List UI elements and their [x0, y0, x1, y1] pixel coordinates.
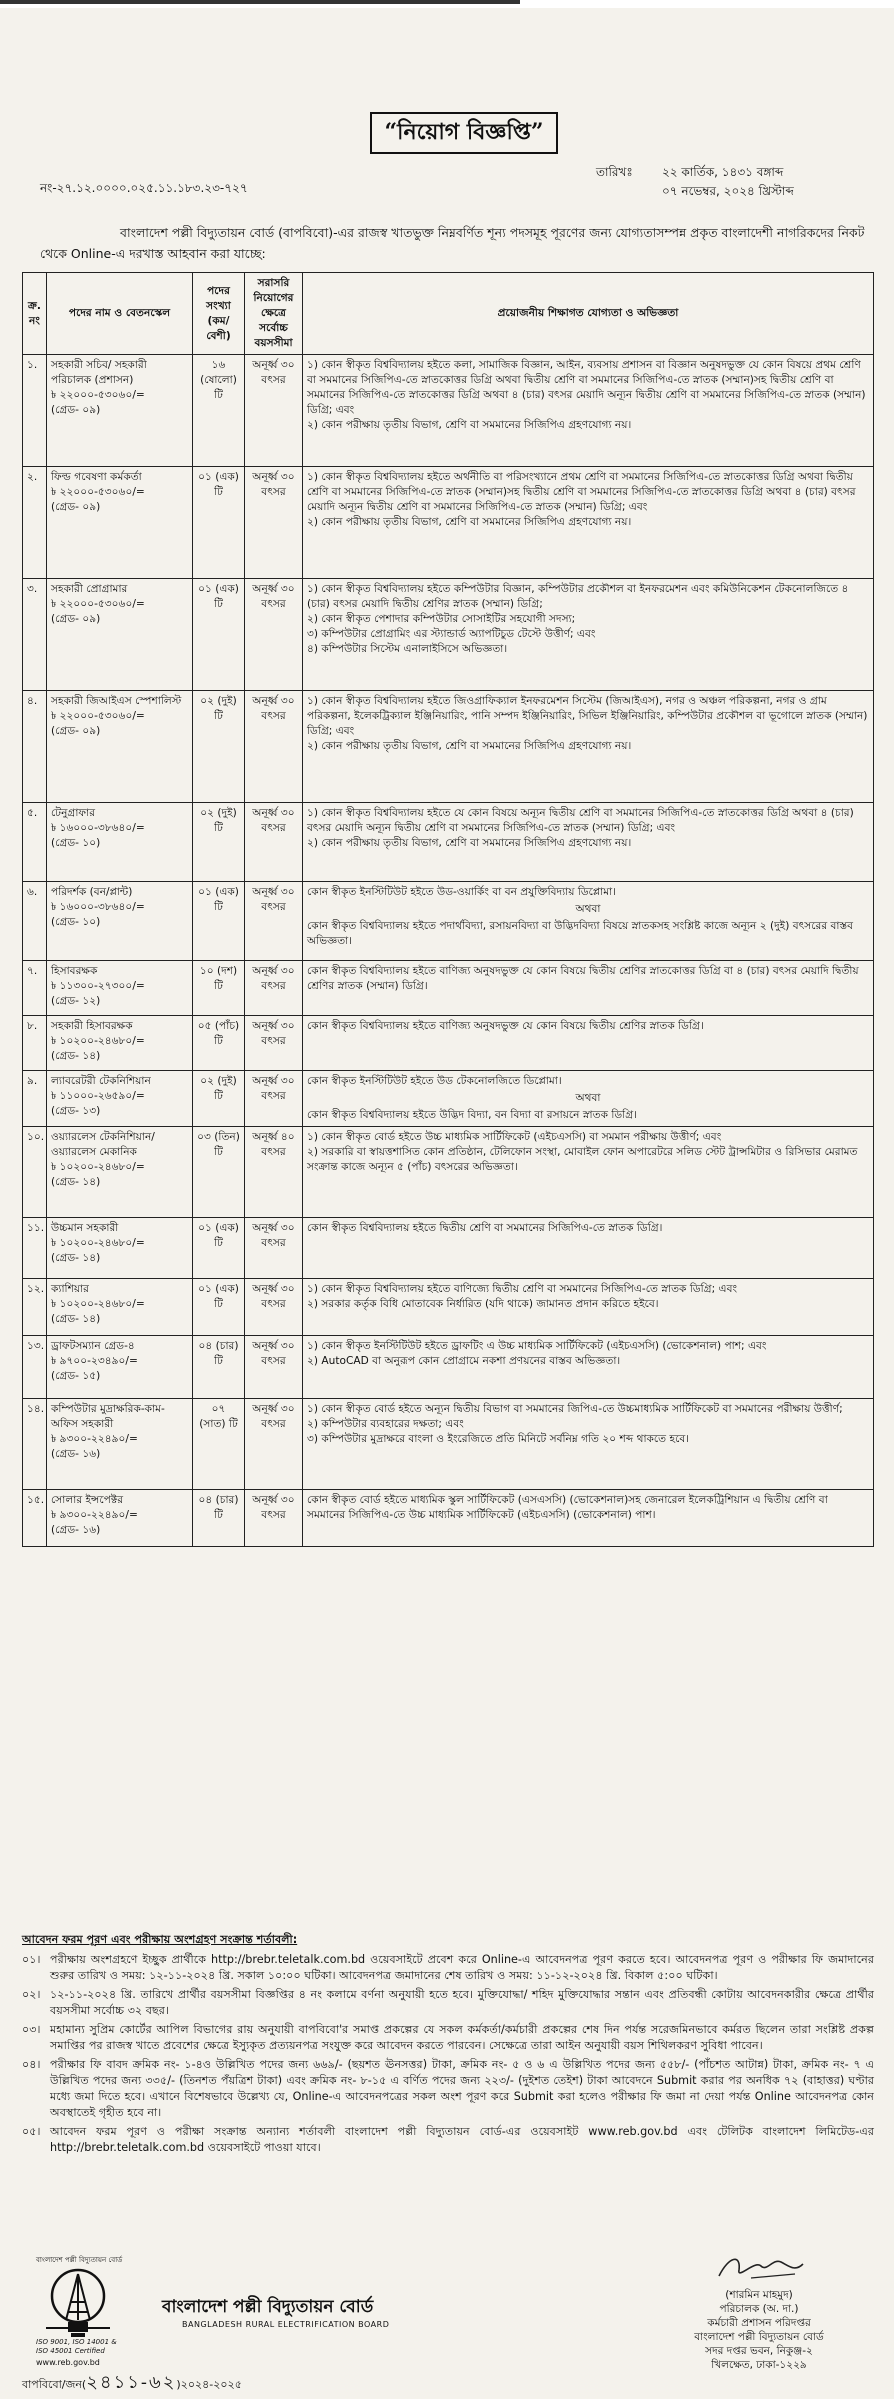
post-scale: ৳ ১০২০০-২৪৬৮০/= [51, 1237, 145, 1249]
post-scale: ৳ ১০২০০-২৪৬৮০/= [51, 1161, 145, 1173]
post-name: উচ্চমান সহকারী [51, 1222, 119, 1234]
table-row [23, 1490, 874, 1547]
qualification-line: ৪) কম্পিউটার সিস্টেম এনালাইসিসে অভিজ্ঞতা। [307, 643, 508, 655]
post-scale: ৳ ২২০০০-৫৩০৬০/= [51, 598, 145, 610]
condition-number: ০৩। [22, 2023, 41, 2036]
cell-post-name [47, 1490, 193, 1547]
post-grade: (গ্রেড- ০৯) [51, 613, 101, 625]
date-label: তারিখঃ [596, 165, 633, 179]
cell-count: ০১ (এক) টি [193, 467, 245, 579]
qualification-line: কোন স্বীকৃত বিশ্ববিদ্যালয় হইতে পদার্থবিদ্যা, রসায়নবিদ্যা বা উদ্ভিদবিদ্যা বিষয়ে স্নাতকসহ সংশ্লিষ্ট কাজে অন্যূন ২ (দুই) বৎসরের বাস্তব অভিজ্ঞতা। [307, 920, 854, 947]
post-grade: (গ্রেড- ১০) [51, 837, 101, 849]
table-row [23, 579, 874, 691]
cell-qualification [303, 803, 874, 882]
condition-text: ১২-১১-২০২৪ খ্রি. তারিখে প্রার্থীর বয়সসীমা বিজ্ঞপ্তির ৪ নং কলামে বর্ণনা অনুযায়ী হতে হবে। মুক্তিযোদ্ধা/ শহিদ মুক্তিযোদ্ধার সন্তান এবং প্রতিবন্ধী কোটায় আবেদনকারীর ক্ষেত্রে প্রার্থীর বয়সসীমা সর্বোচ্চ ৩২ বছর। [50, 1988, 874, 2017]
condition-item [22, 1987, 874, 2019]
cell-age-limit: অনূর্ধ্ব ৩০ বৎসর [245, 467, 303, 579]
cell-post-name [47, 803, 193, 882]
cell-serial: ১৪. [23, 1399, 47, 1490]
table-row [23, 1336, 874, 1399]
cell-post-name [47, 1127, 193, 1218]
conditions-section [22, 1932, 874, 2159]
table-row [23, 467, 874, 579]
cell-post-name [47, 1218, 193, 1279]
condition-number: ০৫। [22, 2125, 41, 2138]
qualification-line: ২) কোন পরীক্ষায় তৃতীয় বিভাগ, শ্রেণি বা সমমানের সিজিপিএ গ্রহণযোগ্য নয়। [307, 516, 632, 528]
cell-age-limit: অনূর্ধ্ব ৩০ বৎসর [245, 579, 303, 691]
table-row [23, 1218, 874, 1279]
post-grade: (গ্রেড- ১৪) [51, 1050, 101, 1062]
cell-qualification [303, 355, 874, 467]
cell-post-name [47, 355, 193, 467]
post-grade: (গ্রেড- ০৯) [51, 501, 101, 513]
website-text: www.reb.gov.bd [36, 2358, 100, 2367]
condition-item [22, 1952, 874, 1984]
table-row [23, 1016, 874, 1071]
condition-item [22, 2057, 874, 2121]
cell-post-name [47, 579, 193, 691]
post-scale: ৳ ৯৩০০-২২৪৯০/= [51, 1433, 138, 1445]
post-name: ড্রাফটসম্যান গ্রেড-৪ [51, 1340, 135, 1352]
cell-serial: ১২. [23, 1279, 47, 1336]
cell-age-limit: অনূর্ধ্ব ৪০ বৎসর [245, 1127, 303, 1218]
cell-post-name [47, 1399, 193, 1490]
cell-qualification [303, 1279, 874, 1336]
cell-count: ০৩ (তিন) টি [193, 1127, 245, 1218]
organization-name-bangla: বাংলাদেশ পল্লী বিদ্যুতায়ন বোর্ড [162, 2297, 374, 2317]
cell-post-name [47, 961, 193, 1016]
notice-title: “নিয়োগ বিজ্ঞপ্তি” [370, 112, 558, 154]
table-row [23, 961, 874, 1016]
post-grade: (গ্রেড- ১৪) [51, 1252, 101, 1264]
cell-serial: ১৩. [23, 1336, 47, 1399]
ref-suffix: )২০২৪-২০২৫ [176, 2378, 242, 2391]
qualification-line: ২) AutoCAD বা অনুরূপ কোন প্রোগ্রামে নকশা প্রণয়নের বাস্তব অভিজ্ঞতা। [307, 1355, 621, 1367]
qualification-line: ২) কোন স্বীকৃত পেশাদার কম্পিউটার সোসাইটির সহযোগী সদস্য; [307, 613, 576, 625]
post-scale: ৳ ২২০০০-৫৩০৬০/= [51, 710, 145, 722]
post-name: ফিল্ড গবেষণা কর্মকর্তা [51, 471, 142, 483]
post-scale: ৳ ১১০০০-২৬৫৯০/= [51, 1090, 145, 1102]
cell-serial: ৬. [23, 882, 47, 961]
cell-count: ০৭ (সাত) টি [193, 1399, 245, 1490]
memo-number: নং-২৭.১২.০০০০.০২৫.১১.১৮৩.২৩-৭২৭ [40, 181, 248, 195]
qualification-line: ৩) কম্পিউটার মুদ্রাক্ষরে বাংলা ও ইংরেজিতে প্রতি মিনিটে সর্বনিম্ন গতি ২০ শব্দ থাকতে হবে। [307, 1433, 690, 1445]
post-scale: ৳ ১৬০০০-৩৮৬৪০/= [51, 822, 145, 834]
condition-number: ০১। [22, 1953, 41, 1966]
condition-text: আবেদন ফরম পূরণ ও পরীক্ষা সংক্রান্ত অন্যান্য শর্তাবলী বাংলাদেশ পল্লী বিদ্যুতায়ন বোর্ড-এর ওয়েবসাইট www.reb.gov.bd এবং টেলিটক বাংলাদেশ লিমিটেড-এর http://brebr.teletalk.com.bd ওয়েবসাইটে পাওয়া যাবে। [50, 2125, 874, 2154]
post-name: ক্যাশিয়ার [51, 1283, 89, 1295]
cell-age-limit: অনূর্ধ্ব ৩০ বৎসর [245, 803, 303, 882]
cell-age-limit: অনূর্ধ্ব ৩০ বৎসর [245, 1490, 303, 1547]
cell-count: ০২ (দুই) টি [193, 803, 245, 882]
conditions-heading: আবেদন ফরম পূরণ এবং পরীক্ষায় অংশগ্রহণ সংক্রান্ত শর্তাবলী: [22, 1933, 298, 1946]
post-grade: (গ্রেড- ১৪) [51, 1176, 101, 1188]
iso-line: ISO 9001, ISO 14001 & [36, 2338, 117, 2346]
cell-serial: ৫. [23, 803, 47, 882]
post-name: হিসাবরক্ষক [51, 965, 98, 977]
cell-post-name [47, 467, 193, 579]
post-scale: ৳ ৯৭০০-২৩৪৯০/= [51, 1355, 138, 1367]
date-english: ০৭ নভেম্বর, ২০২৪ খ্রিস্টাব্দ [662, 184, 794, 198]
post-grade: (গ্রেড- ১৩) [51, 1105, 101, 1117]
cell-serial: ৮. [23, 1016, 47, 1071]
cell-qualification [303, 579, 874, 691]
cell-count: ০৪ (চার) টি [193, 1490, 245, 1547]
post-name: সহকারী প্রোগ্রামার [51, 583, 128, 595]
table-row [23, 355, 874, 467]
post-scale: ৳ ২২০০০-৫৩০৬০/= [51, 389, 145, 401]
cell-serial: ১০. [23, 1127, 47, 1218]
cell-age-limit: অনূর্ধ্ব ৩০ বৎসর [245, 355, 303, 467]
qualification-line: কোন স্বীকৃত বিশ্ববিদ্যালয় হইতে বাণিজ্য অনুষদভুক্ত যে কোন বিষয়ে দ্বিতীয় শ্রেণির স্নাতক ডিগ্রি। [307, 1020, 704, 1032]
qualification-line: ২) কম্পিউটার ব্যবহারের দক্ষতা; এবং [307, 1418, 464, 1430]
header-age-limit: সরাসরি নিয়োগের ক্ষেত্রে সর্বোচ্চ বয়সসীমা [245, 273, 303, 355]
cell-age-limit: অনূর্ধ্ব ৩০ বৎসর [245, 691, 303, 803]
cell-age-limit: অনূর্ধ্ব ৩০ বৎসর [245, 882, 303, 961]
table-row [23, 803, 874, 882]
table-row [23, 691, 874, 803]
signer-organization: বাংলাদেশ পল্লী বিদ্যুতায়ন বোর্ড [694, 2331, 824, 2343]
condition-number: ০২। [22, 1988, 41, 2001]
qualification-line: ২) সরকারি বা স্বায়ত্তশাসিত কোন প্রতিষ্ঠান, টেলিফোন সংস্থা, মোবাইল ফোন অপারেটরে সলিড স্টেট ট্রান্সমিটার ও রিসিভার মেরামত সংক্রান্ত কাজে অন্যূন ৫ (পাঁচ) বৎসরের অভিজ্ঞতা। [307, 1146, 858, 1173]
cell-qualification [303, 1016, 874, 1071]
signature-image [699, 2250, 819, 2284]
post-scale: ৳ ১১৩০০-২৭৩০০/= [51, 980, 145, 992]
qualification-line: ২) সরকার কর্তৃক বিধি মোতাবেক নির্ধারিত (যদি থাকে) জামানত প্রদান করিতে হইবে। [307, 1298, 659, 1310]
post-name: সহকারী সচিব/ সহকারী পরিচালক (প্রশাসন) [51, 359, 147, 386]
cell-qualification [303, 1336, 874, 1399]
qualification-line: ৩) কম্পিউটার প্রোগ্রামিং এর স্ট্যান্ডার্ড অ্যাপটিচুড টেস্টে উত্তীর্ণ; এবং [307, 628, 596, 640]
cell-serial: ৭. [23, 961, 47, 1016]
table-row [23, 1127, 874, 1218]
cell-post-name [47, 1071, 193, 1127]
cell-count: ১০ (দশ) টি [193, 961, 245, 1016]
qualification-line: কোন স্বীকৃত ইনস্টিটিউট হইতে উড টেকনোলজিতে ডিপ্লোমা। [307, 1075, 562, 1087]
qualification-line: ১) কোন স্বীকৃত বোর্ড হইতে অন্যূন দ্বিতীয় বিভাগ বা সমমানের জিপিএ-তে উচ্চমাধ্যমিক সার্টিফিকেট বা সমমানের পরীক্ষায় উত্তীর্ণ; [307, 1403, 843, 1415]
cell-serial: ২. [23, 467, 47, 579]
cell-qualification [303, 1399, 874, 1490]
table-row [23, 1071, 874, 1127]
qualification-line: ২) কোন পরীক্ষায় তৃতীয় বিভাগ, শ্রেণি বা সমমানের সিজিপিএ গ্রহণযোগ্য নয়। [307, 419, 632, 431]
iso-certification [36, 2338, 117, 2356]
condition-number: ০৪। [22, 2058, 41, 2071]
post-grade: (গ্রেড- ১৬) [51, 1524, 101, 1536]
cell-qualification [303, 1218, 874, 1279]
post-grade: (গ্রেড- ১৪) [51, 1313, 101, 1325]
signer-department: কর্মচারী প্রশাসন পরিদপ্তর [707, 2317, 811, 2329]
qualification-line: অথবা [575, 1092, 601, 1104]
table-row [23, 1399, 874, 1490]
logo-caption: বাংলাদেশ পল্লী বিদ্যুতায়ন বোর্ড [36, 2256, 123, 2264]
cell-qualification [303, 1071, 874, 1127]
cell-count: ০৫ (পাঁচ) টি [193, 1016, 245, 1071]
qualification-line: ২) কোন পরীক্ষায় তৃতীয় বিভাগ, শ্রেণি বা সমমানের সিজিপিএ গ্রহণযোগ্য নয়। [307, 837, 632, 849]
ref-number: ২৪১১-৬২ [86, 2372, 177, 2393]
cell-serial: ৩. [23, 579, 47, 691]
post-scale: ৳ ১০২০০-২৪৬৮০/= [51, 1298, 145, 1310]
qualification-line: ১) কোন স্বীকৃত বিশ্ববিদ্যালয় হইতে জিওগ্রাফিক্যাল ইনফরমেশন সিস্টেম (জিআইএস), নগর ও অঞ্চল পরিকল্পনা, নগর ও গ্রাম পরিকল্পনা, ইলেকট্রিক্যাল ইঞ্জিনিয়ারিং, পানি সম্পদ ইঞ্জিনিয়ারিং, সিভিল ইঞ্জিনিয়ারিং, কম্পিউটার প্রকৌশল বা ভূগোলে স্নাতক (সম্মান) ডিগ্রি; এবং [307, 695, 868, 737]
post-grade: (গ্রেড- ০৯) [51, 725, 101, 737]
signer-office: সদর দপ্তর ভবন, নিকুঞ্জ-২ [705, 2345, 813, 2357]
cell-count: ১৬ (ষোলো) টি [193, 355, 245, 467]
cell-post-name [47, 1336, 193, 1399]
post-scale: ৳ ৯৩০০-২২৪৯০/= [51, 1509, 138, 1521]
ref-prefix: বাপবিবো/জন( [22, 2378, 87, 2391]
table-header-row [23, 273, 874, 355]
table-row [23, 882, 874, 961]
post-scale: ৳ ১৬০০০-৩৮৬৪০/= [51, 901, 145, 913]
organization-name-english: BANGLADESH RURAL ELECTRIFICATION BOARD [182, 2320, 390, 2329]
cell-post-name [47, 882, 193, 961]
cell-post-name [47, 1016, 193, 1071]
post-name: কম্পিউটার মুদ্রাক্ষরিক-কাম-অফিস সহকারী [51, 1403, 165, 1430]
qualification-line: অথবা [575, 903, 601, 915]
cell-post-name [47, 691, 193, 803]
cell-count: ০৪ (চার) টি [193, 1336, 245, 1399]
condition-text: পরীক্ষায় অংশগ্রহণে ইচ্ছুক প্রার্থীকে http://brebr.teletalk.com.bd ওয়েবসাইটে প্রবেশ করে Online-এ আবেদনপত্র পূরণ করতে হবে। আবেদনপত্র পূরণ ও পরীক্ষার ফি জমাদানের শুরুর তারিখ ও সময়: ১২-১১-২০২৪ খ্রি. সকাল ১০:০০ ঘটিকা। আবেদনপত্র জমাদানের শেষ তারিখ ও সময়: ১১-১২-২০২৪ খ্রি. বিকাল ৫:০০ ঘটিকা। [50, 1953, 874, 1982]
header-serial: ক্র. নং [23, 273, 47, 355]
cell-qualification [303, 1490, 874, 1547]
qualification-line: কোন স্বীকৃত বিশ্ববিদ্যালয় হইতে উদ্ভিদ বিদ্যা, বন বিদ্যা বা রসায়নে স্নাতক ডিগ্রি। [307, 1109, 637, 1121]
condition-text: মহামান্য সুপ্রিম কোর্টের আপিল বিভাগের রায় অনুযায়ী বাপবিবো'র সমাপ্ত প্রকল্পের যে সকল কর্মকর্তা/কর্মচারী প্রকল্পের শেষ দিন পর্যন্ত সরেজমিনভাবে কর্মরত ছিলেন তারা সংশ্লিষ্ট প্রকল্প সমাপ্তির পর রাজস্ব খাতে প্রবেশের ক্ষেত্রে ইস্যুকৃত প্রত্যয়নপত্র সংযুক্ত করে আবেদন করতে পারবেন। সেক্ষেত্রে তারা আইন অনুযায়ী বয়স শিথিলকরণ সুবিধা পাবেন। [50, 2023, 874, 2052]
cell-qualification [303, 882, 874, 961]
cell-age-limit: অনূর্ধ্ব ৩০ বৎসর [245, 1279, 303, 1336]
cell-qualification [303, 467, 874, 579]
post-scale: ৳ ১০২০০-২৪৬৮০/= [51, 1035, 145, 1047]
qualification-line: ১) কোন স্বীকৃত বিশ্ববিদ্যালয় হইতে কম্পিউটার বিজ্ঞান, কম্পিউটার প্রকৌশল বা ইনফরমেশন এবং কমিউনিকেশন টেকনোলজিতে ৪ (চার) বৎসর মেয়াদি দ্বিতীয় শ্রেণির স্নাতক (সম্মান) ডিগ্রি; [307, 583, 849, 610]
cell-serial: ৯. [23, 1071, 47, 1127]
table-row [23, 1279, 874, 1336]
lightbulb-tower-icon [38, 2262, 128, 2346]
post-name: ওয়্যারলেস টেকনিশিয়ান/ ওয়্যারলেস মেকানিক [51, 1131, 155, 1158]
qualification-line: ২) কোন পরীক্ষায় তৃতীয় বিভাগ, শ্রেণি বা সমমানের সিজিপিএ গ্রহণযোগ্য নয়। [307, 740, 632, 752]
qualification-line: কোন স্বীকৃত বিশ্ববিদ্যালয় হইতে বাণিজ্য অনুষদভুক্ত যে কোন বিষয়ে দ্বিতীয় শ্রেণির স্নাতকোত্তর ডিগ্রি বা ৪ (চার) বৎসর মেয়াদি দ্বিতীয় শ্রেণির স্নাতক (সম্মান) ডিগ্রি। [307, 965, 859, 992]
cell-age-limit: অনূর্ধ্ব ৩০ বৎসর [245, 1218, 303, 1279]
cell-serial: ১১. [23, 1218, 47, 1279]
post-name: টেনুগ্রাফার [51, 807, 96, 819]
signer-name: (শারমিন মাহমুদ) [725, 2289, 793, 2301]
qualification-line: কোন স্বীকৃত বোর্ড হইতে মাধ্যমিক স্কুল সার্টিফিকেট (এসএসসি) (ভোকেশনাল)সহ জেনারেল ইলেকট্রিশিয়ান এ দ্বিতীয় শ্রেণি বা সমমানের সিজিপিএ-তে উচ্চ মাধ্যমিক সার্টিফিকেট (এইচএসসি) (ভোকেশনাল) পাশ। [307, 1494, 828, 1521]
cell-age-limit: অনূর্ধ্ব ৩০ বৎসর [245, 1016, 303, 1071]
scan-edge [0, 0, 894, 24]
cell-post-name [47, 1279, 193, 1336]
cell-count: ০১ (এক) টি [193, 1279, 245, 1336]
cell-age-limit: অনূর্ধ্ব ৩০ বৎসর [245, 1336, 303, 1399]
qualification-line: ১) কোন স্বীকৃত বিশ্ববিদ্যালয় হইতে অর্থনীতি বা পরিসংখ্যানে প্রথম শ্রেণি বা সমমানের সিজিপিএ-তে স্নাতকোত্তর ডিগ্রি অথবা দ্বিতীয় শ্রেণি বা সমমানের সিজিপিএ-তে স্নাতক (সম্মান)সহ দ্বিতীয় শ্রেণি বা সমমানের সিজিপিএ-তে স্নাতকোত্তর ডিগ্রি অথবা ৪ (চার) বৎসর মেয়াদি অন্যূন দ্বিতীয় শ্রেণি বা সমমানের সিজিপিএ-তে স্নাতক (সম্মান) ডিগ্রি; এবং [307, 471, 856, 513]
signer-title: পরিচালক (অ. দা.) [719, 2303, 799, 2315]
qualification-line: ১) কোন স্বীকৃত বিশ্ববিদ্যালয় হইতে যে কোন বিষয়ে অন্যূন দ্বিতীয় শ্রেণি বা সমমানের সিজিপিএ-তে স্নাতকোত্তর ডিগ্রি অথবা ৪ (চার) বৎসর মেয়াদি অন্যূন দ্বিতীয় শ্রেণি বা সমমানের সিজিপিএ-তে স্নাতক (সম্মান) ডিগ্রি; এবং [307, 807, 854, 834]
post-scale: ৳ ২২০০০-৫৩০৬০/= [51, 486, 145, 498]
iso-line: ISO 45001 Certified [36, 2347, 105, 2355]
post-name: সহকারী হিসাবরক্ষক [51, 1020, 133, 1032]
cell-count: ০১ (এক) টি [193, 882, 245, 961]
cell-age-limit: অনূর্ধ্ব ৩০ বৎসর [245, 1071, 303, 1127]
cell-qualification [303, 691, 874, 803]
post-name: ল্যাবরেটরী টেকনিশিয়ান [51, 1075, 151, 1087]
post-grade: (গ্রেড- ০৯) [51, 404, 101, 416]
qualification-line: কোন স্বীকৃত বিশ্ববিদ্যালয় হইতে দ্বিতীয় শ্রেণি বা সমমানের সিজিপিএ-তে স্নাতক ডিগ্রি। [307, 1222, 663, 1234]
qualification-line: ১) কোন স্বীকৃত ইনস্টিটিউট হইতে ড্রাফটিং এ উচ্চ মাধ্যমিক সার্টিফিকেট (এইচএসসি) (ভোকেশনাল) পাশ; এবং [307, 1340, 767, 1352]
cell-count: ০২ (দুই) টি [193, 691, 245, 803]
cell-serial: ৪. [23, 691, 47, 803]
post-name: সহকারী জিআইএস স্পেশালিস্ট [51, 695, 182, 707]
footer [22, 2250, 874, 2393]
signature-block [684, 2250, 834, 2372]
reb-logo [32, 2254, 142, 2367]
posts-table [22, 272, 874, 1547]
condition-item [22, 2124, 874, 2156]
post-grade: (গ্রেড- ১০) [51, 916, 101, 928]
post-grade: (গ্রেড- ১৬) [51, 1448, 101, 1460]
condition-item [22, 2022, 874, 2054]
intro-paragraph: বাংলাদেশ পল্লী বিদ্যুতায়ন বোর্ড (বাপবিবো)-এর রাজস্ব খাতভুক্ত নিম্নবর্ণিত শূন্য পদসমূহ পূরণের জন্য যোগ্যতাসম্পন্ন প্রকৃত বাংলাদেশী নাগরিকদের নিকট থেকে Online-এ দরখাস্ত আহবান করা যাচ্ছে: [40, 225, 865, 261]
qualification-line: ১) কোন স্বীকৃত বোর্ড হইতে উচ্চ মাধ্যমিক সার্টিফিকেট (এইচএসসি) বা সমমান পরীক্ষায় উত্তীর্ণ; এবং [307, 1131, 722, 1143]
cell-age-limit: অনূর্ধ্ব ৩০ বৎসর [245, 1399, 303, 1490]
qualification-line: কোন স্বীকৃত ইনস্টিটিউট হইতে উড-ওয়ার্কিং বা বন প্রযুক্তিবিদ্যায় ডিপ্লোমা। [307, 886, 616, 898]
cell-count: ০১ (এক) টি [193, 1218, 245, 1279]
cell-qualification [303, 961, 874, 1016]
cell-age-limit: অনূর্ধ্ব ৩০ বৎসর [245, 961, 303, 1016]
cell-count: ০১ (এক) টি [193, 579, 245, 691]
cell-count: ০২ (দুই) টি [193, 1071, 245, 1127]
reference-number [22, 2368, 242, 2399]
cell-qualification [303, 1127, 874, 1218]
condition-text: পরীক্ষার ফি বাবদ ক্রমিক নং- ১-৪ও উল্লিখিত পদের জন্য ৬৬৯/- (ছয়শত ঊনসত্তর) টাকা, ক্রমিক নং- ৫ ও ৬ এ উল্লিখিত পদের জন্য ৫৫৮/- (পাঁচশত আটান্ন) টাকা, ক্রমিক নং- ৭ এ উল্লিখিত পদের জন্য ৩৩৫/- (তিনশত পঁয়ত্রিশ টাকা) এবং ক্রমিক নং- ৮-১৫ এ বর্ণিত পদের জন্য ২২৩/- (দুইশত তেইশ) টাকা আবেদনে Submit করার পর অনধিক ৭২ (বাহাত্তর) ঘণ্টার মধ্যে জমা দিতে হবে। এখানে বিশেষভাবে উল্লেখ্য যে, Online-এ আবেদনপত্রের সকল অংশ পূরণ করে Submit করা হলেও পরীক্ষার ফি জমা না দেয়া পর্যন্ত Online আবেদনপত্র কোন অবস্থাতেই গৃহীত হবে না। [50, 2058, 874, 2119]
cell-serial: ১. [23, 355, 47, 467]
cell-serial: ১৫. [23, 1490, 47, 1547]
qualification-line: ১) কোন স্বীকৃত বিশ্ববিদ্যালয় হইতে বাণিজ্যে দ্বিতীয় শ্রেণি বা সমমানের সিজিপিএ-তে স্নাতক ডিগ্রি; এবং [307, 1283, 738, 1295]
signer-city: খিলক্ষেত, ঢাকা-১২২৯ [711, 2359, 807, 2371]
post-grade: (গ্রেড- ১২) [51, 995, 101, 1007]
post-name: পরিদর্শক (বন/প্লান্ট) [51, 886, 133, 898]
header-qualification: প্রয়োজনীয় শিক্ষাগত যোগ্যতা ও অভিজ্ঞতা [303, 273, 874, 355]
post-name: সোলার ইন্সপেক্টর [51, 1494, 124, 1506]
qualification-line: ১) কোন স্বীকৃত বিশ্ববিদ্যালয় হইতে কলা, সামাজিক বিজ্ঞান, আইন, ব্যবসায় প্রশাসন বা বিজ্ঞান অনুষদভুক্ত যে কোন বিষয়ে প্রথম শ্রেণি বা সমমানের সিজিপিএ-তে স্নাতকোত্তর ডিগ্রি অথবা দ্বিতীয় শ্রেণি বা সমমানের সিজিপিএ-তে স্নাতক (সম্মান)সহ দ্বিতীয় শ্রেণি বা সমমানের সিজিপিএ-তে স্নাতকোত্তর ডিগ্রি অথবা ৪ (চার) বৎসর মেয়াদি অন্যূন দ্বিতীয় শ্রেণি বা সমমানের সিজিপিএ-তে স্নাতক (সম্মান) ডিগ্রি; এবং [307, 359, 866, 416]
date-bangla: ২২ কার্তিক, ১৪৩১ বঙ্গাব্দ [662, 165, 784, 179]
post-grade: (গ্রেড- ১৫) [51, 1370, 101, 1382]
date-block [596, 163, 794, 201]
header-post-name: পদের নাম ও বেতনস্কেল [47, 273, 193, 355]
header-count: পদের সংখ্যা (কম/ বেশী) [193, 273, 245, 355]
